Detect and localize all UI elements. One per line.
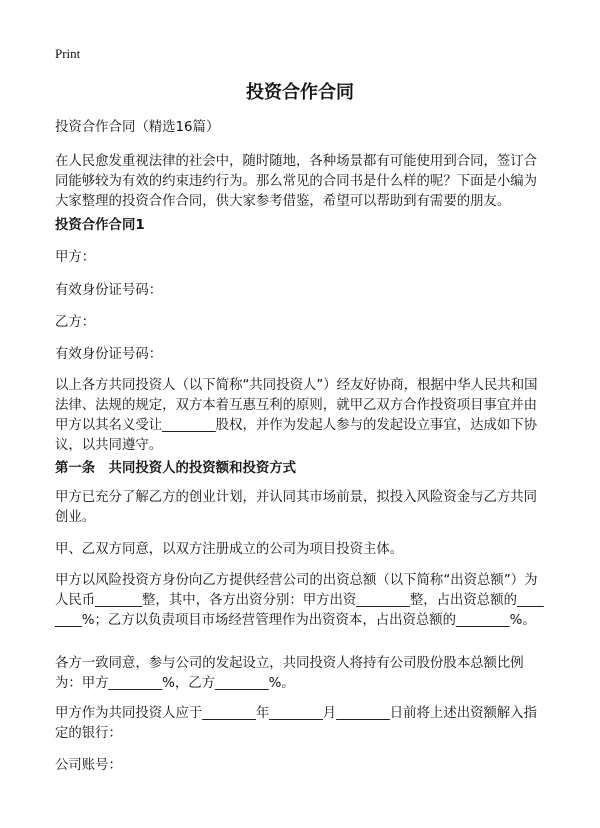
article-1-paragraph-2: 甲、乙双方同意，以双方注册成立的公司为项目投资主体。	[55, 542, 404, 557]
article-1-heading: 第一条 共同投资人的投资额和投资方式	[55, 461, 297, 476]
party-a-id-field: 有效身份证号码：	[55, 283, 163, 298]
intro-paragraph: 在人民愈发重视法律的社会中，随时随地，各种场景都有可能使用到合同，签订合同能够较为有效的约束违约行为。那么常见的合同书是什么样的呢？下面是小编为大家整理的投资合作合同，供大家参考借鉴，希望可以帮助到有需要的朋友。	[55, 154, 538, 209]
party-b-id-field: 有效身份证号码：	[55, 347, 163, 362]
article-1-paragraph-5: 甲方作为共同投资人应于________年________月________日前将上述出资额解入指定的银行：	[55, 706, 538, 741]
article-1-paragraph-4: 各方一致同意，参与公司的发起设立，共同投资人将持有公司股份股本总额比例为：甲方________%，乙方________%。	[55, 656, 524, 691]
party-a-field: 甲方：	[55, 250, 96, 265]
article-1-paragraph-1: 甲方已充分了解乙方的创业计划，并认同其市场前景，拟投入风险资金与乙方共同创业。	[55, 490, 538, 525]
print-link[interactable]: Print	[55, 46, 81, 61]
document-subtitle: 投资合作合同（精选16篇）	[55, 120, 220, 135]
company-account-field: 公司账号：	[55, 758, 122, 773]
preamble-paragraph: 以上各方共同投资人（以下简称“共同投资人”）经友好协商，根据中华人民共和国法律、法规的规定，双方本着互惠互利的原则，就甲乙双方合作投资项目事宜并由甲方以其名义受让________股权，并作为发起人参与的发起设立事宜，达成如下协议，以共同遵守。	[55, 378, 538, 453]
article-1-paragraph-3: 甲方以风险投资方身份向乙方提供经营公司的出资总额（以下简称“出资总额”）为人民币_______整，其中，各方出资分别：甲方出资________整，占出资总额的________%；乙方以负责项目市场经营管理作为出资资本，占出资总额的________%。	[55, 573, 544, 628]
contract-heading: 投资合作合同1	[55, 218, 145, 233]
document-title: 投资合作合同	[246, 82, 354, 103]
party-b-field: 乙方：	[55, 315, 96, 330]
